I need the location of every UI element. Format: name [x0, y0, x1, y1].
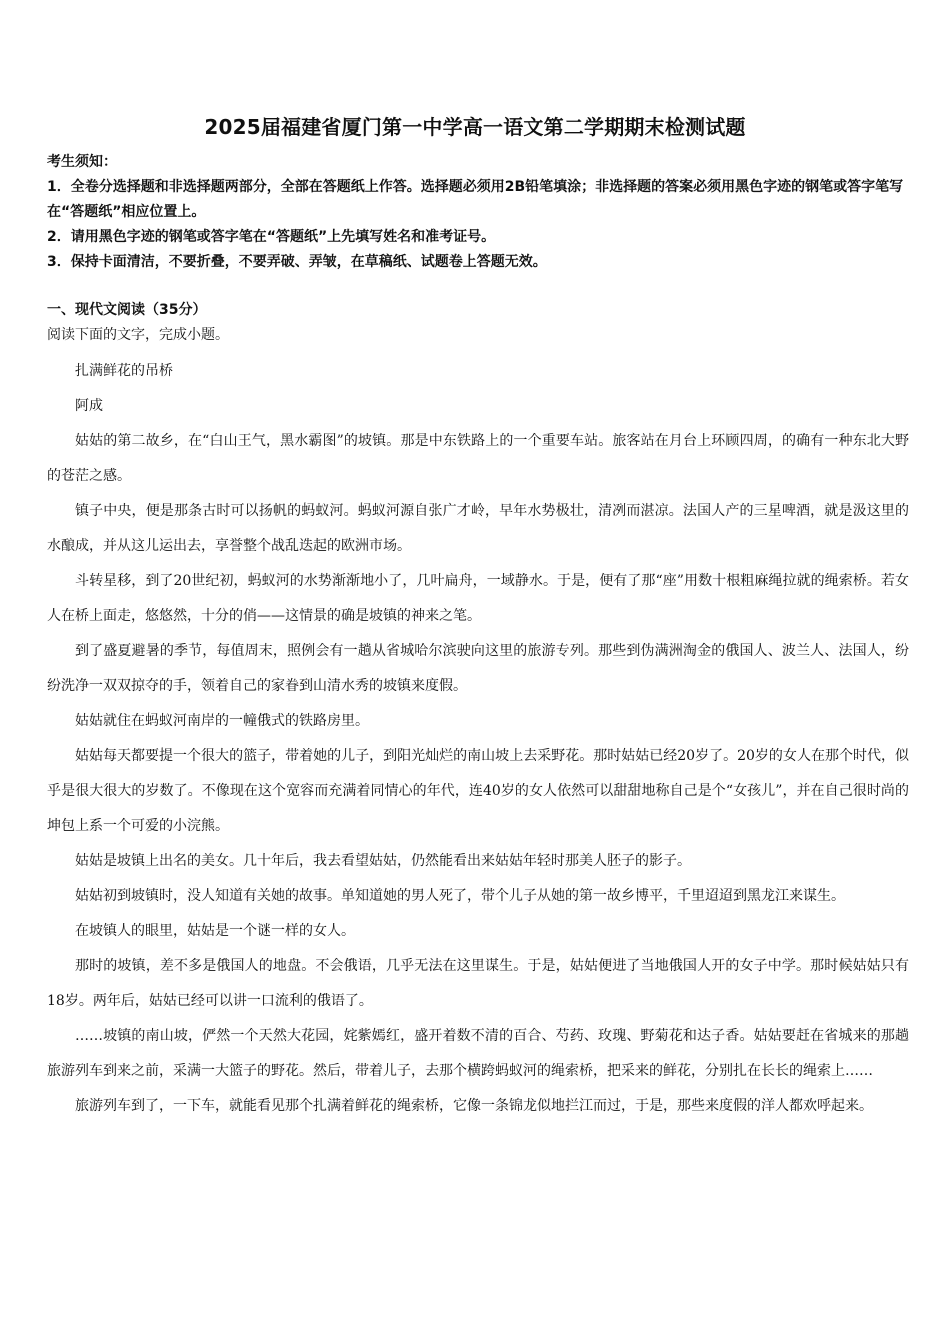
article-paragraph: ……坡镇的南山坡，俨然一个天然大花园，姹紫嫣红，盛开着数不清的百合、芍药、玫瑰、野菊花和达子香。姑姑要赶在省城来的那趟旅游列车到来之前，采满一大篮子的野花。然后，带着儿子，去那个横跨蚂蚁河的绳索桥，把采来的鲜花，分别扎在长长的绳索上……: [47, 1028, 909, 1079]
exam-title: 2025届福建省厦门第一中学高一语文第二学期期末检测试题: [204, 115, 746, 139]
article-paragraph: 姑姑就住在蚂蚁河南岸的一幢俄式的铁路房里。: [75, 713, 369, 729]
article-paragraph: 姑姑初到坡镇时，没人知道有关她的故事。单知道她的男人死了，带个儿子从她的第一故乡博平，千里迢迢到黑龙江来谋生。: [75, 888, 845, 904]
notice-item: 1．全卷分选择题和非选择题两部分，全部在答题纸上作答。选择题必须用2B铅笔填涂；非选择题的答案必须用黑色字迹的钢笔或答字笔写在“答题纸”相应位置上。: [47, 179, 904, 220]
notice-heading: 考生须知：: [47, 154, 117, 170]
article-paragraph: 旅游列车到了，一下车，就能看见那个扎满着鲜花的绳索桥，它像一条锦龙似地拦江而过，于是，那些来度假的洋人都欢呼起来。: [75, 1098, 873, 1114]
candidate-notice: [47, 150, 907, 275]
notice-item: 3．保持卡面清洁，不要折叠，不要弄破、弄皱，在草稿纸、试题卷上答题无效。: [47, 254, 547, 270]
notice-item: 2．请用黑色字迹的钢笔或答字笔在“答题纸”上先填写姓名和准考证号。: [47, 229, 496, 245]
section-heading: 一、现代文阅读（35分）: [47, 302, 207, 318]
article-title: 扎满鲜花的吊桥: [75, 363, 173, 379]
article-paragraph: 姑姑的第二故乡，在“白山王气，黑水霸图”的坡镇。那是中东铁路上的一个重要车站。旅客站在月台上环顾四周，的确有一种东北大野的苍茫之感。: [47, 433, 909, 484]
article-paragraph: 到了盛夏避暑的季节，每值周末，照例会有一趟从省城哈尔滨驶向这里的旅游专列。那些到伪满洲淘金的俄国人、波兰人、法国人，纷纷洗净一双双掠夺的手，领着自己的家眷到山清水秀的坡镇来度假。: [47, 643, 909, 694]
article-paragraph: 姑姑是坡镇上出名的美女。几十年后，我去看望姑姑，仍然能看出来姑姑年轻时那美人胚子的影子。: [75, 853, 691, 869]
article-paragraph: 姑姑每天都要提一个很大的篮子，带着她的儿子，到阳光灿烂的南山坡上去采野花。那时姑姑已经20岁了。20岁的女人在那个时代，似乎是很大很大的岁数了。不像现在这个宽容而充满着同情心的年代，连40岁的女人依然可以甜甜地称自己是个“女孩儿”，并在自己很时尚的坤包上系一个可爱的小浣熊。: [47, 748, 909, 834]
article-paragraph: 那时的坡镇，差不多是俄国人的地盘。不会俄语，几乎无法在这里谋生。于是，姑姑便进了当地俄国人开的女子中学。那时候姑姑只有18岁。两年后，姑姑已经可以讲一口流利的俄语了。: [47, 958, 909, 1009]
article-paragraph: 镇子中央，便是那条古时可以扬帆的蚂蚁河。蚂蚁河源自张广才岭，早年水势极壮，清冽而湛凉。法国人产的三星啤酒，就是汲这里的水酿成，并从这儿运出去，享誉整个战乱迭起的欧洲市场。: [47, 503, 909, 554]
article-paragraph: 在坡镇人的眼里，姑姑是一个谜一样的女人。: [75, 923, 355, 939]
article-author: 阿成: [75, 398, 103, 414]
reading-passage: [47, 354, 909, 1124]
section-instruction: 阅读下面的文字，完成小题。: [47, 327, 229, 343]
article-paragraph: 斗转星移，到了20世纪初，蚂蚁河的水势渐渐地小了，几叶扁舟，一域静水。于是，便有了那“座”用数十根粗麻绳拉就的绳索桥。若女人在桥上面走，悠悠然，十分的俏——这情景的确是坡镇的神来之笔。: [47, 573, 909, 624]
